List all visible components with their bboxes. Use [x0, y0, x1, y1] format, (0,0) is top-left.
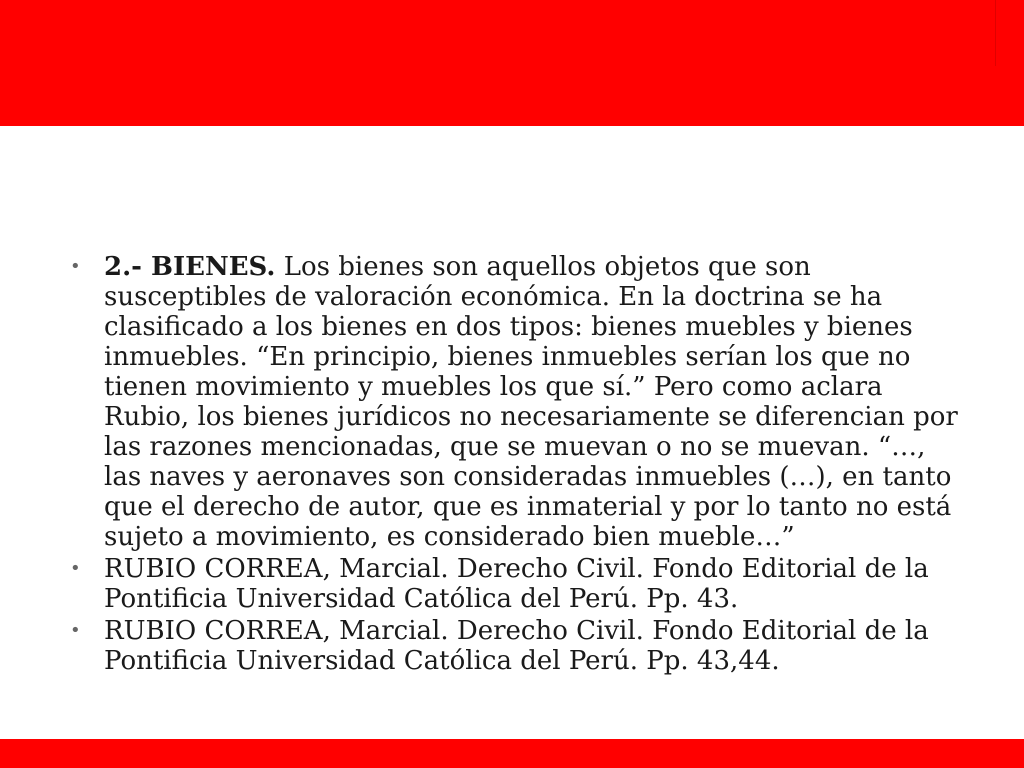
- bullet-icon: •: [70, 558, 81, 579]
- bottom-red-band: [0, 739, 1024, 768]
- bullet-text: RUBIO CORREA, Marcial. Derecho Civil. Fondo Editorial de la Pontificia Universidad Católica del Perú. Pp. 43,44.: [104, 616, 929, 676]
- bullet-text: Los bienes son aquellos objetos que son susceptibles de valoración económica. En la doctrina se ha clasificado a los bienes en dos tipos: bienes muebles y bienes inmuebles. “En principio, bienes inmuebles serían los que no tienen movimiento y muebles los que sí.” Pero como aclara Rubio, los bienes jurídicos no necesariamente se diferencian por las razones mencionadas, que se muevan o no se muevan. “…, las naves y aeronaves son consideradas inmuebles (…), en tanto que el derecho de autor, que es inmaterial y por lo tanto no está sujeto a movimiento, es considerado bien mueble…”: [104, 252, 958, 552]
- bullet-text: RUBIO CORREA, Marcial. Derecho Civil. Fondo Editorial de la Pontificia Universidad Católica del Perú. Pp. 43.: [104, 554, 929, 614]
- bullet-item-reference-2: [70, 616, 970, 676]
- bullet-item-reference-1: [70, 554, 970, 614]
- bullet-item-bienes: [70, 252, 970, 552]
- bullet-list: [70, 252, 970, 676]
- bullet-heading: 2.- BIENES.: [104, 252, 276, 282]
- top-red-band: [0, 0, 1024, 126]
- bullet-icon: •: [70, 620, 81, 641]
- bullet-icon: •: [70, 256, 81, 277]
- slide-content: [70, 252, 970, 678]
- top-band-divider: [995, 0, 996, 66]
